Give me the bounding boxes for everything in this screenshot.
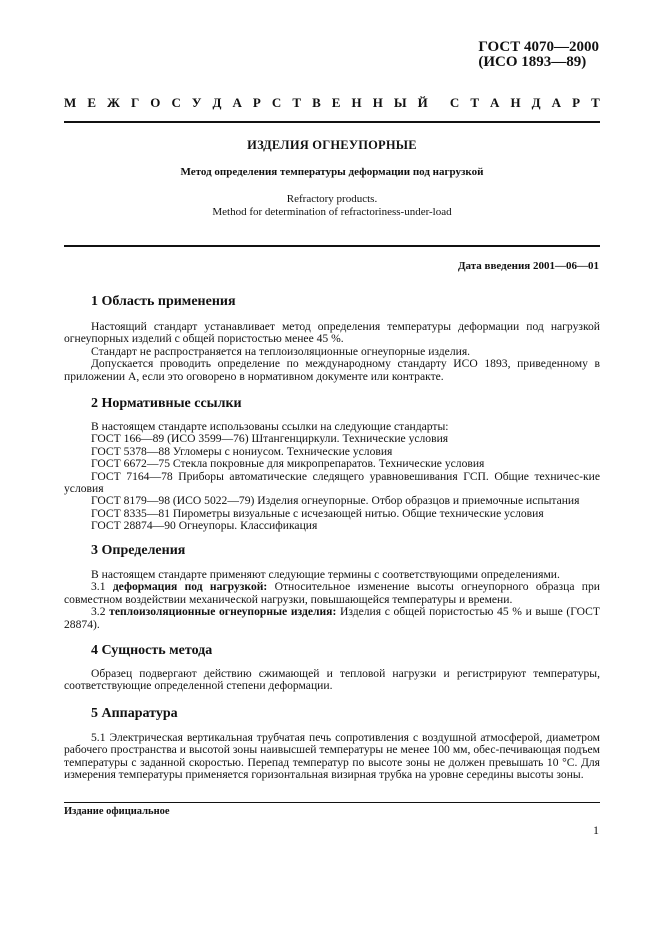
banner-letter: Ы bbox=[393, 95, 407, 110]
banner-letter: Т bbox=[591, 95, 600, 110]
page-number: 1 bbox=[593, 823, 599, 837]
banner-letter: Т bbox=[292, 95, 302, 110]
section-2-heading: 2 Нормативные ссылки bbox=[91, 396, 242, 411]
english-title-line2: Method for determination of refractoriness-under-load bbox=[212, 206, 452, 218]
banner-letter: А bbox=[490, 95, 500, 110]
definition-3-1 bbox=[64, 581, 600, 606]
document-identifier bbox=[478, 40, 599, 70]
banner-letter: Р bbox=[252, 95, 261, 110]
banner-letter: Й bbox=[417, 95, 428, 110]
banner-letter: Е bbox=[331, 95, 341, 110]
definition-term: деформация под нагрузкой: bbox=[112, 580, 268, 594]
banner-letter: Г bbox=[130, 95, 140, 110]
document-subtitle: Метод определения температуры деформации под нагрузкой bbox=[180, 166, 484, 178]
section-5-paragraph-1: 5.1 Электрическая вертикальная трубчатая печь сопротивления с воздушной атмосферой, диаметром рабочего пространства и высотой зоны наивысшей температуры не менее 100 мм, обес-печивающая подъем температуры с заданной скоростью. Перепад температур по высоте зоны не должен превышать 10 °С. Для измерения температуры применяется горизонтальная визирная трубка на уровне середины высоты зоны. bbox=[64, 731, 600, 782]
banner-letter: С bbox=[271, 95, 282, 110]
section-5-heading: 5 Аппаратура bbox=[91, 706, 178, 721]
section-4-paragraph-1: Образец подвергают действию сжимающей и тепловой нагрузки и регистрируют температуры, соответствующие определенной степени деформации. bbox=[64, 667, 600, 693]
definition-text: Относительное изменение высоты огнеупорного образца при совместном воздействии механической нагрузки, повышающейся температуры и времени. bbox=[64, 580, 600, 606]
banner-letter: Н bbox=[351, 95, 362, 110]
definition-term: теплоизоляционные огнеупорные изделия: bbox=[109, 605, 337, 619]
reference-item: ГОСТ 6672—75 Стекла покровные для микропрепаратов. Технические условия bbox=[91, 457, 485, 471]
footer-rule bbox=[64, 802, 600, 803]
banner-letter: Е bbox=[87, 95, 96, 110]
section-3-intro: В настоящем стандарте применяют следующие термины с соответствующими определениями. bbox=[91, 568, 560, 581]
official-edition-label: Издание официальное bbox=[64, 806, 170, 817]
banner-letter: У bbox=[191, 95, 202, 110]
section-4-body bbox=[64, 668, 600, 693]
banner-letter: М bbox=[64, 95, 77, 110]
introduction-date: Дата введения 2001—06—01 bbox=[457, 260, 599, 272]
definition-3-2 bbox=[64, 606, 600, 631]
interstate-standard-banner bbox=[64, 95, 600, 111]
section-2-intro: В настоящем стандарте использованы ссылки на следующие стандарты: bbox=[91, 420, 449, 433]
section-3-body bbox=[64, 569, 600, 631]
reference-item: ГОСТ 8179—98 (ИСО 5022—79) Изделия огнеупорные. Отбор образцов и приемочные испытания bbox=[91, 494, 580, 508]
banner-letter: А bbox=[232, 95, 242, 110]
reference-item: ГОСТ 7164—78 Приборы автоматические следящего уравновешивания ГСП. Общие техничес-кие условия bbox=[64, 469, 600, 496]
banner-letter: Н bbox=[510, 95, 521, 110]
banner-letter: Д bbox=[212, 95, 222, 110]
banner-letter: Н bbox=[372, 95, 383, 110]
section-2-body bbox=[64, 421, 600, 533]
reference-item: ГОСТ 28874—90 Огнеупоры. Классификация bbox=[91, 519, 318, 533]
section-1-heading: 1 Область применения bbox=[91, 294, 236, 309]
definition-text: Изделия с общей пористостью 45 % и выше (ГОСТ 28874). bbox=[64, 605, 600, 631]
section-5-body bbox=[64, 732, 600, 782]
definition-number: 3.1 bbox=[91, 580, 106, 594]
banner-letter: В bbox=[312, 95, 321, 110]
section-1-paragraph-3: Допускается проводить определение по международному стандарту ИСО 1893, приведенному в приложении А, если это оговорено в нормативном документе или контракте. bbox=[64, 357, 600, 383]
document-title: ИЗДЕЛИЯ ОГНЕУПОРНЫЕ bbox=[247, 138, 417, 152]
title-bottom-rule bbox=[64, 245, 600, 247]
reference-item: ГОСТ 8335—81 Пирометры визуальные с исчезающей нитью. Общие технические условия bbox=[91, 506, 544, 520]
section-1-body bbox=[64, 321, 600, 383]
iso-number: (ИСО 1893—89) bbox=[478, 54, 587, 70]
english-title bbox=[64, 193, 600, 219]
reference-item: ГОСТ 5378—88 Угломеры с нониусом. Технические условия bbox=[91, 444, 393, 458]
definition-number: 3.2 bbox=[91, 605, 106, 619]
section-1-paragraph-2: Стандарт не распространяется на теплоизоляционные огнеупорные изделия. bbox=[91, 344, 471, 358]
banner-letter: Т bbox=[470, 95, 479, 110]
banner-letter: С bbox=[171, 95, 181, 110]
banner-letter: С bbox=[449, 95, 460, 110]
section-4-heading: 4 Сущность метода bbox=[91, 643, 213, 658]
gost-number: ГОСТ 4070—2000 bbox=[478, 39, 599, 55]
banner-letter: А bbox=[551, 95, 562, 110]
english-title-line1: Refractory products. bbox=[286, 193, 378, 205]
banner-letter: Ж bbox=[107, 95, 120, 110]
banner-letter: О bbox=[150, 95, 161, 110]
banner-letter: Д bbox=[531, 95, 541, 110]
top-rule bbox=[64, 121, 600, 123]
reference-item: ГОСТ 166—89 (ИСО 3599—76) Штангенциркули. Технические условия bbox=[91, 432, 449, 446]
banner-letter: Р bbox=[572, 95, 581, 110]
section-3-heading: 3 Определения bbox=[91, 543, 186, 558]
section-1-paragraph-1: Настоящий стандарт устанавливает метод определения температуры деформации под нагрузкой огнеупорных изделий с общей пористостью менее 45 %. bbox=[64, 320, 600, 346]
